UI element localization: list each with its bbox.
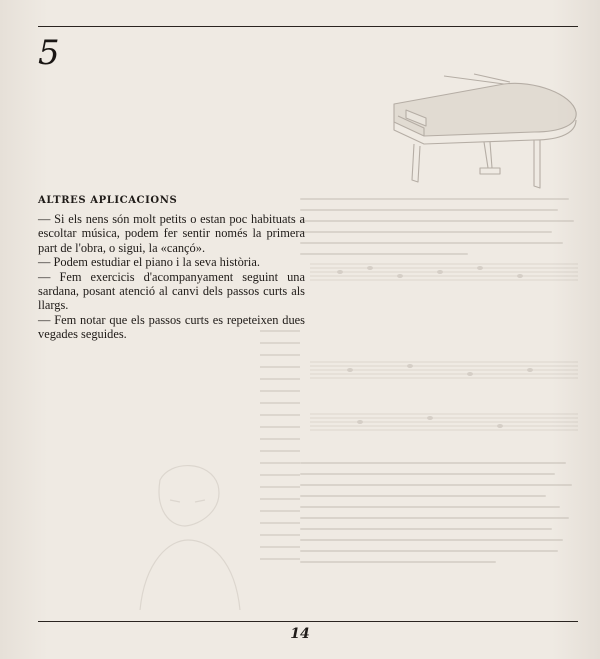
body-text bbox=[38, 212, 305, 342]
chapter-number: 5 bbox=[38, 33, 60, 73]
top-rule bbox=[38, 26, 578, 27]
paragraph: — Si els nens són molt petits o estan poc habituats a escoltar música, podem fer sentir només la primera part de l'obra, o sigui, la «cançó». bbox=[38, 212, 305, 255]
show-through-portrait-sketch bbox=[100, 440, 270, 610]
bottom-rule bbox=[38, 621, 578, 622]
paragraph: — Fem exercicis d'acompanyament seguint una sardana, posant atenció al canvi dels passos curts als llargs. bbox=[38, 269, 305, 313]
show-through-music-staves bbox=[310, 258, 578, 458]
paragraph: — Podem estudiar el piano i la seva història. bbox=[38, 255, 260, 270]
page-number: 14 bbox=[290, 626, 310, 642]
paragraph: — Fem notar que els passos curts es repeteixen dues vegades seguides. bbox=[38, 312, 305, 342]
section-heading: ALTRES APLICACIONS bbox=[38, 195, 178, 206]
grand-piano-illustration bbox=[384, 70, 580, 196]
